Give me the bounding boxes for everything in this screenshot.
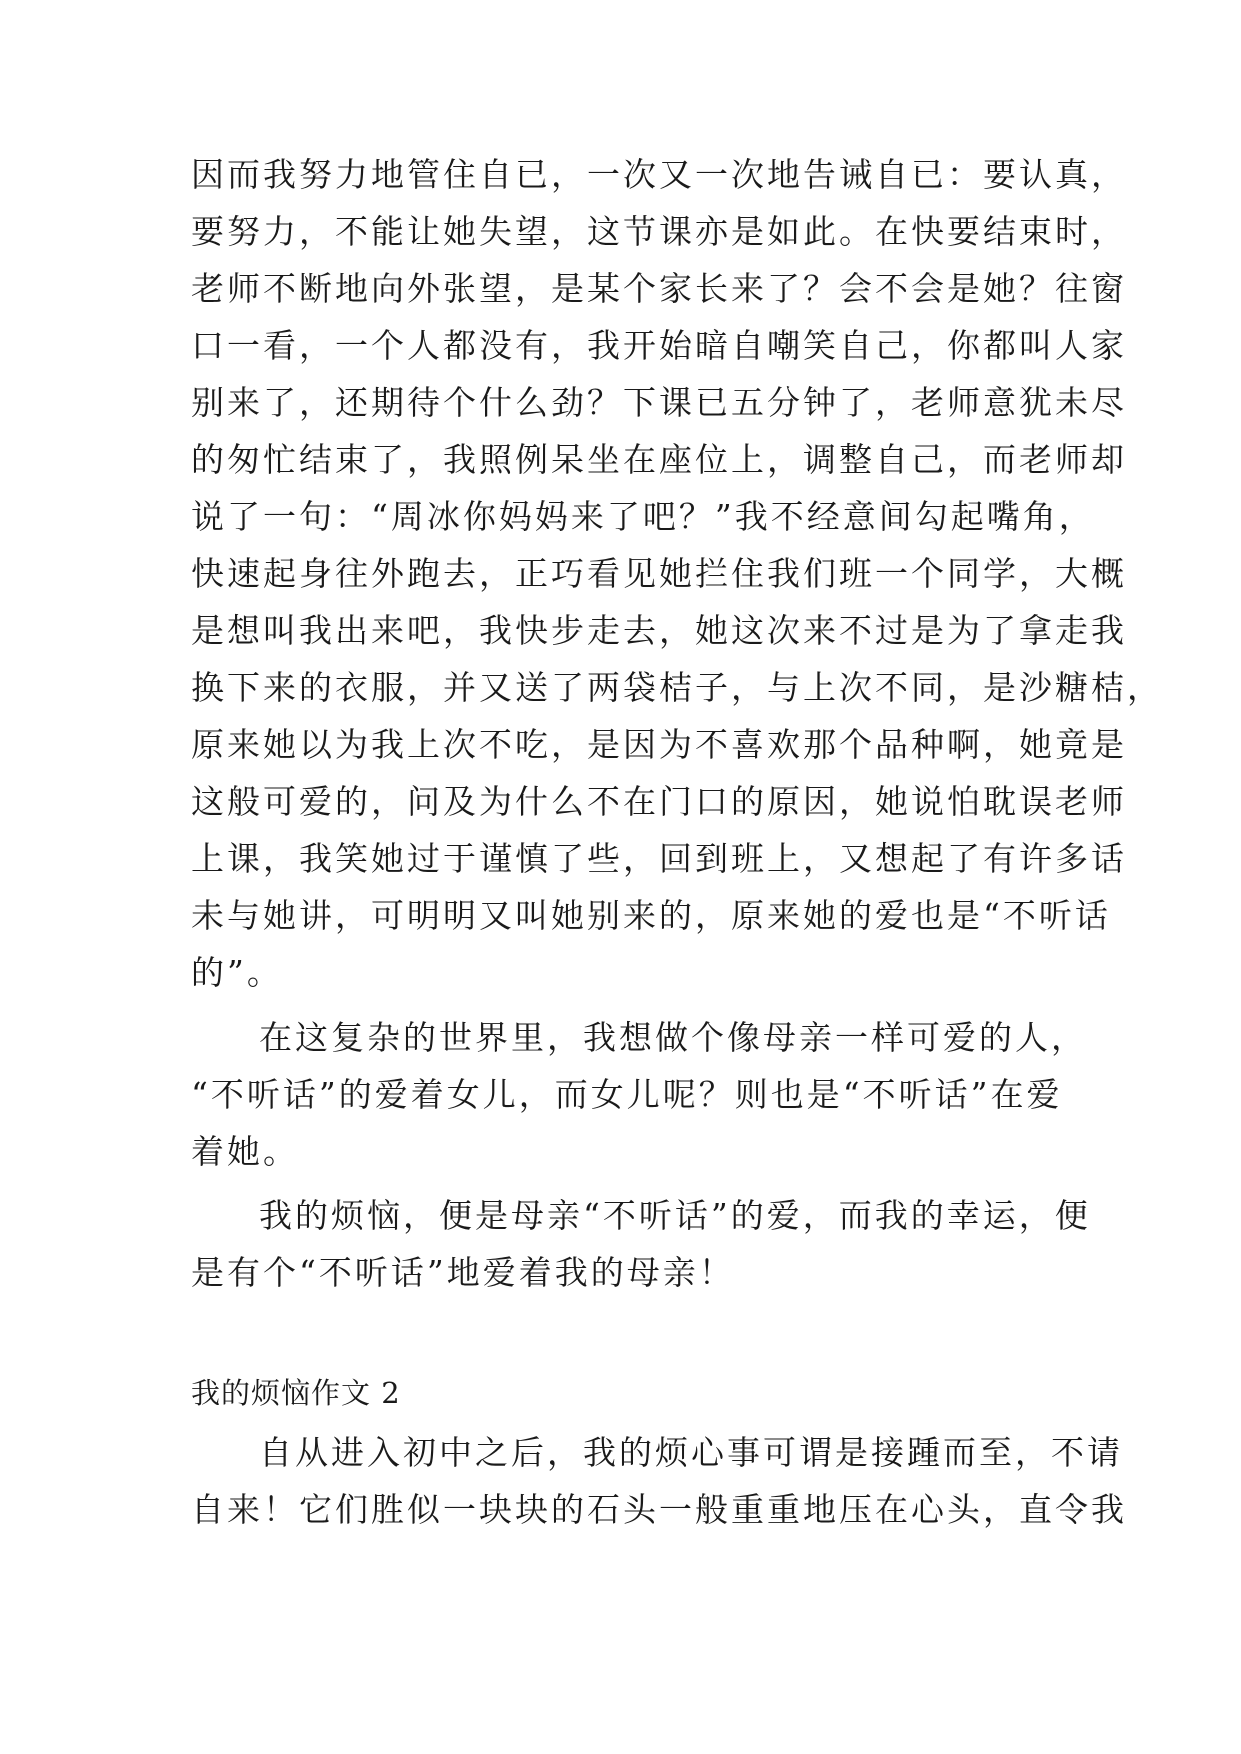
text-line: 别来了，还期待个什么劲？下课已五分钟了，老师意犹未尽 xyxy=(191,383,1127,422)
text-line: 未与她讲，可明明又叫她别来的，原来她的爱也是“不听话 xyxy=(191,896,1111,935)
text-line: 换下来的衣服，并又送了两袋桔子，与上次不同，是沙糖桔， xyxy=(191,668,1163,707)
text-line: 原来她以为我上次不吃，是因为不喜欢那个品种啊，她竟是 xyxy=(191,725,1127,764)
text-line: 自从进入初中之后，我的烦心事可谓是接踵而至，不请 xyxy=(259,1433,1123,1472)
text-line: 老师不断地向外张望，是某个家长来了？会不会是她？往窗 xyxy=(191,269,1127,308)
text-line: 的”。 xyxy=(191,953,283,992)
text-line: 我的烦恼，便是母亲“不听话”的爱，而我的幸运，便 xyxy=(259,1196,1091,1235)
text-line: 自来！它们胜似一块块的石头一般重重地压在心头，直令我 xyxy=(191,1490,1127,1529)
text-line: 这般可爱的，问及为什么不在门口的原因，她说怕耽误老师 xyxy=(191,782,1127,821)
text-line: 在这复杂的世界里，我想做个像母亲一样可爱的人， xyxy=(259,1018,1087,1057)
text-line: 上课，我笑她过于谨慎了些，回到班上，又想起了有许多话 xyxy=(191,839,1127,878)
text-line: 是有个“不听话”地爱着我的母亲！ xyxy=(191,1253,735,1292)
text-line: 快速起身往外跑去，正巧看见她拦住我们班一个同学，大概 xyxy=(191,554,1127,593)
text-line: 着她。 xyxy=(191,1132,299,1171)
section-title: 我的烦恼作文 2 xyxy=(191,1376,401,1410)
text-line: “不听话”的爱着女儿，而女儿呢？则也是“不听话”在爱 xyxy=(191,1075,1063,1114)
text-line: 要努力，不能让她失望，这节课亦是如此。在快要结束时， xyxy=(191,212,1127,251)
text-line: 因而我努力地管住自已，一次又一次地告诫自已：要认真， xyxy=(191,155,1127,194)
text-line: 说了一句：“周冰你妈妈来了吧？”我不经意间勾起嘴角， xyxy=(191,497,1095,536)
text-line: 的匆忙结束了，我照例呆坐在座位上，调整自己，而老师却 xyxy=(191,440,1127,479)
text-line: 口一看，一个人都没有，我开始暗自嘲笑自己，你都叫人家 xyxy=(191,326,1127,365)
text-line: 是想叫我出来吧，我快步走去，她这次来不过是为了拿走我 xyxy=(191,611,1127,650)
